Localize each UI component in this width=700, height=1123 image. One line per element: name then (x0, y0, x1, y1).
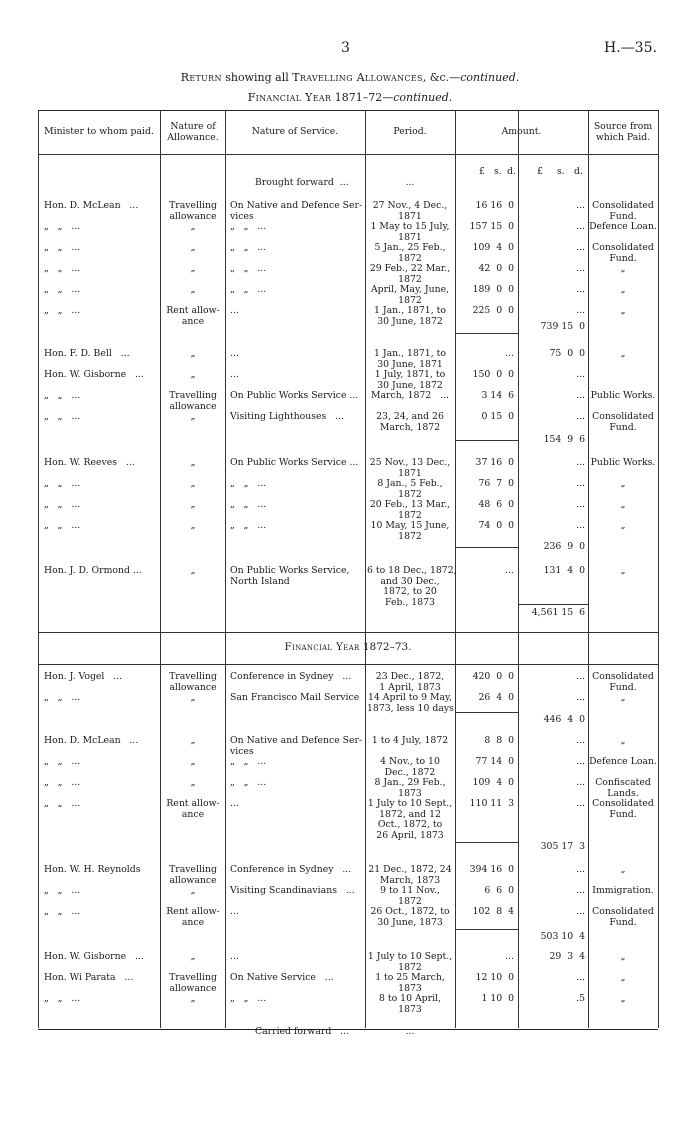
period-cell: 23, 24, and 26 March, 1872 (376, 411, 444, 433)
amount-total-cell: 4,561 15 6 (531, 607, 585, 618)
allowance-cell: „ (190, 951, 196, 962)
amount-total-cell: ... (576, 972, 585, 983)
source-cell: Consolidated Fund. (592, 798, 654, 820)
amount-total-cell: ... (576, 457, 585, 468)
amount-item-cell: ... (505, 951, 514, 962)
table-title (0, 71, 700, 84)
column-rule (365, 110, 366, 1028)
amount-total-cell: ... (576, 798, 585, 809)
amount-total-cell: ... (576, 263, 585, 274)
service-cell: Conference in Sydney ... (230, 864, 352, 875)
amount-total-cell: ... (576, 777, 585, 788)
amount-item-cell: 8 8 0 (484, 735, 514, 746)
period-cell: April, May, June, 1872 (370, 284, 450, 306)
allowance-cell: „ (190, 348, 196, 359)
source-cell: „ (620, 993, 626, 1004)
title-part: , &c.— (422, 71, 461, 84)
amount-total-cell: ... (576, 499, 585, 510)
source-cell: Consolidated Fund. (592, 906, 654, 928)
source-cell: „ (620, 735, 626, 746)
amount-total-cell: 305 17 3 (540, 841, 585, 852)
subtotal-rule (455, 547, 518, 548)
period-cell: 9 to 11 Nov., 1872 (380, 885, 440, 907)
allowance-cell: „ (190, 284, 196, 295)
amount-total-cell: ... (576, 520, 585, 531)
minister-cell: „ „ ... (44, 499, 81, 510)
allowance-cell: Travelling allowance (169, 671, 217, 693)
allowance-cell: „ (190, 457, 196, 468)
column-rule (160, 110, 161, 1028)
allowance-cell: „ (190, 499, 196, 510)
minister-cell: Hon. D. McLean ... (44, 200, 139, 211)
period-cell: 1 to 25 March, 1873 (375, 972, 445, 994)
header-period: Period. (393, 126, 427, 137)
unit-pounds: £ (537, 166, 543, 177)
amount-total-cell: ... (576, 864, 585, 875)
source-cell: Public Works. (590, 457, 656, 468)
allowance-cell: „ (190, 369, 196, 380)
minister-cell: „ „ ... (44, 692, 81, 703)
source-cell: Consolidated Fund. (592, 200, 654, 222)
amount-total-cell: ... (576, 671, 585, 682)
amount-item-cell: 102 8 4 (472, 906, 514, 917)
title-part: showing all (221, 71, 293, 84)
allowance-cell: „ (190, 885, 196, 896)
period-cell: 8 Jan., 29 Feb., 1873 (374, 777, 446, 799)
source-cell: Immigration. (592, 885, 654, 896)
section-heading-part: Financial Year (284, 641, 360, 653)
header-amount: Amount. (501, 126, 542, 137)
source-cell: „ (620, 284, 626, 295)
subtotal-rule (518, 604, 588, 605)
minister-cell: „ „ ... (44, 798, 81, 809)
subtotal-rule (455, 440, 518, 441)
subtotal-rule (455, 842, 518, 843)
period-cell: 6 to 18 Dec., 1872, and 30 Dec., 1872, to 20 Feb., 1873 (367, 565, 457, 608)
section-rule (38, 664, 658, 665)
unit-shillings: s. (494, 166, 502, 177)
service-cell: „ „ ... (230, 221, 267, 232)
source-cell: Consolidated Fund. (592, 411, 654, 433)
service-cell: ... (230, 951, 239, 962)
amount-item-cell: 225 0 0 (472, 305, 514, 316)
page-number: 3 (341, 40, 350, 56)
amount-total-cell: 75 0 0 (549, 348, 585, 359)
service-cell: On Public Works Service ... (230, 390, 359, 401)
allowance-cell: Rent allow- ance (166, 906, 220, 928)
amount-item-cell: 16 16 0 (475, 200, 514, 211)
unit-pence: d. (507, 166, 516, 177)
amount-item-cell: 1 10 0 (481, 993, 514, 1004)
minister-cell: Hon. J. D. Ormond ... (44, 565, 142, 576)
period-cell: 14 April to 9 May, 1873, less 10 days (367, 692, 454, 714)
period-cell: 1 July to 10 Sept., 1872, and 12 Oct., 1872, to 26 April, 1873 (367, 798, 453, 841)
allowance-cell: Rent allow- ance (166, 305, 220, 327)
amount-total-cell: ... (576, 284, 585, 295)
section-heading (38, 641, 658, 653)
service-cell: „ „ ... (230, 263, 267, 274)
minister-cell: Hon. J. Vogel ... (44, 671, 123, 682)
amount-total-cell: ... (576, 906, 585, 917)
period-cell: 29 Feb., 22 Mar., 1872 (369, 263, 451, 285)
unit-pence: d. (574, 166, 583, 177)
allowance-cell: Rent allow- ance (166, 798, 220, 820)
minister-cell: „ „ ... (44, 242, 81, 253)
service-cell: „ „ ... (230, 499, 267, 510)
subtotal-rule (455, 333, 518, 334)
amount-total-cell: 236 9 0 (543, 541, 585, 552)
service-cell: „ „ ... (230, 478, 267, 489)
minister-cell: „ „ ... (44, 411, 81, 422)
service-cell: „ „ ... (230, 284, 267, 295)
subtitle-part: Financial Year (247, 91, 332, 104)
minister-cell: „ „ ... (44, 221, 81, 232)
service-cell: On Public Works Service, North Island (230, 565, 350, 587)
allowance-cell: „ (190, 478, 196, 489)
amount-total-cell: 739 15 0 (540, 321, 585, 332)
service-cell: „ „ ... (230, 993, 267, 1004)
service-cell: „ „ ... (230, 777, 267, 788)
allowance-cell: „ (190, 993, 196, 1004)
header-minister: Minister to whom paid. (44, 126, 154, 137)
period-cell: 5 Jan., 25 Feb., 1872 (374, 242, 446, 264)
amount-item-cell: 76 7 0 (478, 478, 514, 489)
minister-cell: „ „ ... (44, 520, 81, 531)
amount-total-cell: ... (576, 369, 585, 380)
section-heading-part: 1872–73. (359, 641, 412, 653)
unit-shillings: s. (557, 166, 565, 177)
period-cell: 25 Nov., 13 Dec., 1871 (369, 457, 451, 479)
source-cell: Consolidated Fund. (592, 671, 654, 693)
amount-total-cell: .5 (576, 993, 585, 1004)
period-cell: March, 1872 ... (370, 390, 449, 401)
service-cell: Visiting Lighthouses ... (230, 411, 345, 422)
amount-item-cell: 0 15 0 (481, 411, 514, 422)
period-cell: 21 Dec., 1872, 24 March, 1873 (368, 864, 452, 886)
source-cell: „ (620, 972, 626, 983)
source-cell: „ (620, 499, 626, 510)
amount-item-cell: 109 4 0 (472, 242, 514, 253)
unit-pounds: £ (479, 166, 485, 177)
amount-total-cell: ... (576, 305, 585, 316)
amount-item-cell: 109 4 0 (472, 777, 514, 788)
service-cell: „ „ ... (230, 242, 267, 253)
document-reference: H.—35. (604, 40, 657, 56)
service-cell: ... (230, 906, 239, 917)
period-cell: 27 Nov., 4 Dec., 1871 (372, 200, 448, 222)
amount-item-cell: 157 15 0 (469, 221, 514, 232)
amount-item-cell: ... (505, 348, 514, 359)
service-cell: On Public Works Service ... (230, 457, 359, 468)
source-cell: Defence Loan. (589, 221, 657, 232)
period-cell: 23 Dec., 1872, 1 April, 1873 (375, 671, 445, 693)
subtotal-rule (455, 929, 518, 930)
header-rule (38, 154, 658, 155)
service-cell: Conference in Sydney ... (230, 671, 352, 682)
amount-item-cell: 37 16 0 (475, 457, 514, 468)
period-cell: 1 May to 15 July, 1871 (370, 221, 450, 243)
allowance-cell: „ (190, 756, 196, 767)
amount-total-cell: ... (576, 221, 585, 232)
amount-total-cell: 131 4 0 (543, 565, 585, 576)
source-cell: „ (620, 348, 626, 359)
period-cell: 8 Jan., 5 Feb., 1872 (377, 478, 443, 500)
period-cell: 1 to 4 July, 1872 (371, 735, 449, 746)
minister-cell: „ „ ... (44, 390, 81, 401)
subtotal-rule (455, 712, 518, 713)
amount-total-cell: 446 4 0 (543, 714, 585, 725)
amount-item-cell: 42 0 0 (478, 263, 514, 274)
amount-item-cell: 48 6 0 (478, 499, 514, 510)
service-cell: Brought forward ... (255, 177, 349, 188)
column-rule (38, 110, 39, 1028)
amount-item-cell: 150 0 0 (472, 369, 514, 380)
subtitle-part: continued. (393, 91, 453, 104)
source-cell: Defence Loan. (589, 756, 657, 767)
period-cell: 10 May, 15 June, 1872 (370, 520, 450, 542)
period-cell: 1 Jan., 1871, to 30 June, 1872 (374, 305, 446, 327)
source-cell: Confiscated Lands. (595, 777, 651, 799)
amount-item-cell: 77 14 0 (475, 756, 514, 767)
allowance-cell: „ (190, 520, 196, 531)
subtitle-part: 1871–72— (331, 91, 394, 104)
amount-item-cell: ... (505, 565, 514, 576)
source-cell: Consolidated Fund. (592, 242, 654, 264)
minister-cell: „ „ ... (44, 284, 81, 295)
period-cell: ... (405, 177, 415, 188)
minister-cell: „ „ ... (44, 885, 81, 896)
amount-total-cell: ... (576, 242, 585, 253)
amount-item-cell: 26 4 0 (478, 692, 514, 703)
amount-item-cell: 12 10 0 (475, 972, 514, 983)
minister-cell: „ „ ... (44, 478, 81, 489)
source-cell: „ (620, 565, 626, 576)
amount-total-cell: ... (576, 411, 585, 422)
column-rule (225, 110, 226, 1028)
header-service: Nature of Service. (251, 126, 339, 137)
amount-total-cell: ... (576, 756, 585, 767)
header-source: Source from which Paid. (593, 121, 653, 143)
amount-total-cell: 154 9 6 (543, 434, 585, 445)
amount-total-cell: ... (576, 200, 585, 211)
period-cell: 8 to 10 April, 1873 (379, 993, 441, 1015)
amount-item-cell: 394 16 0 (469, 864, 514, 875)
amount-total-cell: ... (576, 885, 585, 896)
service-cell: San Francisco Mail Service (230, 692, 360, 703)
allowance-cell: Travelling allowance (169, 972, 217, 994)
amount-total-cell: ... (576, 735, 585, 746)
source-cell: „ (620, 520, 626, 531)
period-cell: 1 July to 10 Sept., 1872 (367, 951, 453, 973)
amount-item-cell: 6 6 0 (484, 885, 514, 896)
header-allowance: Nature of Allowance. (167, 121, 219, 143)
period-cell: 26 Oct., 1872, to 30 June, 1873 (370, 906, 450, 928)
amount-total-cell: 29 3 4 (549, 951, 585, 962)
title-part: Travelling Allowances (292, 71, 423, 84)
allowance-cell: „ (190, 692, 196, 703)
amount-total-cell: 503 10 4 (540, 931, 585, 942)
minister-cell: „ „ ... (44, 777, 81, 788)
service-cell: „ „ ... (230, 520, 267, 531)
source-cell: „ (620, 305, 626, 316)
amount-total-cell: ... (576, 478, 585, 489)
section-rule (38, 632, 658, 633)
allowance-cell: „ (190, 242, 196, 253)
allowance-cell: „ (190, 565, 196, 576)
service-cell: On Native and Defence Ser- vices (230, 200, 363, 222)
amount-total-cell: ... (576, 692, 585, 703)
service-cell: Visiting Scandinavians ... (230, 885, 355, 896)
service-cell: ... (230, 798, 239, 809)
service-cell: ... (230, 305, 239, 316)
minister-cell: „ „ ... (44, 263, 81, 274)
minister-cell: „ „ ... (44, 305, 81, 316)
minister-cell: Hon. W. Gisborne ... (44, 369, 144, 380)
service-cell: ... (230, 369, 239, 380)
minister-cell: Hon. W. H. Reynolds (44, 864, 141, 875)
allowance-cell: Travelling allowance (169, 390, 217, 412)
amount-item-cell: 110 11 3 (469, 798, 514, 809)
minister-cell: „ „ ... (44, 756, 81, 767)
title-part: continued. (460, 71, 520, 84)
service-cell: On Native Service ... (230, 972, 334, 983)
source-cell: „ (620, 478, 626, 489)
service-cell: Carried forward ... (255, 1026, 350, 1037)
allowance-cell: „ (190, 735, 196, 746)
minister-cell: „ „ ... (44, 993, 81, 1004)
allowance-cell: Travelling allowance (169, 200, 217, 222)
minister-cell: Hon. W. Reeves ... (44, 457, 135, 468)
amount-item-cell: 74 0 0 (478, 520, 514, 531)
source-cell: „ (620, 864, 626, 875)
service-cell: ... (230, 348, 239, 359)
source-cell: Public Works. (590, 390, 656, 401)
service-cell: „ „ ... (230, 756, 267, 767)
minister-cell: Hon. W. Gisborne ... (44, 951, 144, 962)
source-cell: „ (620, 951, 626, 962)
column-rule (658, 110, 659, 1028)
period-cell: 20 Feb., 13 Mar., 1872 (369, 499, 451, 521)
allowance-cell: Travelling allowance (169, 864, 217, 886)
service-cell: On Native and Defence Ser- vices (230, 735, 363, 757)
title-part: Return (180, 71, 222, 84)
table-subtitle (0, 91, 700, 104)
period-cell: 1 July, 1871, to 30 June, 1872 (374, 369, 446, 391)
minister-cell: „ „ ... (44, 906, 81, 917)
amount-item-cell: 189 0 0 (472, 284, 514, 295)
allowance-cell: „ (190, 411, 196, 422)
period-cell: ... (405, 1026, 415, 1037)
source-cell: „ (620, 263, 626, 274)
minister-cell: Hon. Wi Parata ... (44, 972, 134, 983)
amount-item-cell: 3 14 6 (481, 390, 514, 401)
period-cell: 4 Nov., to 10 Dec., 1872 (380, 756, 440, 778)
amount-total-cell: ... (576, 390, 585, 401)
minister-cell: Hon. F. D. Bell ... (44, 348, 130, 359)
amount-item-cell: 420 0 0 (472, 671, 514, 682)
minister-cell: Hon. D. McLean ... (44, 735, 139, 746)
period-cell: 1 Jan., 1871, to 30 June, 1871 (374, 348, 446, 370)
allowance-cell: „ (190, 777, 196, 788)
allowance-cell: „ (190, 221, 196, 232)
allowance-cell: „ (190, 263, 196, 274)
source-cell: „ (620, 692, 626, 703)
